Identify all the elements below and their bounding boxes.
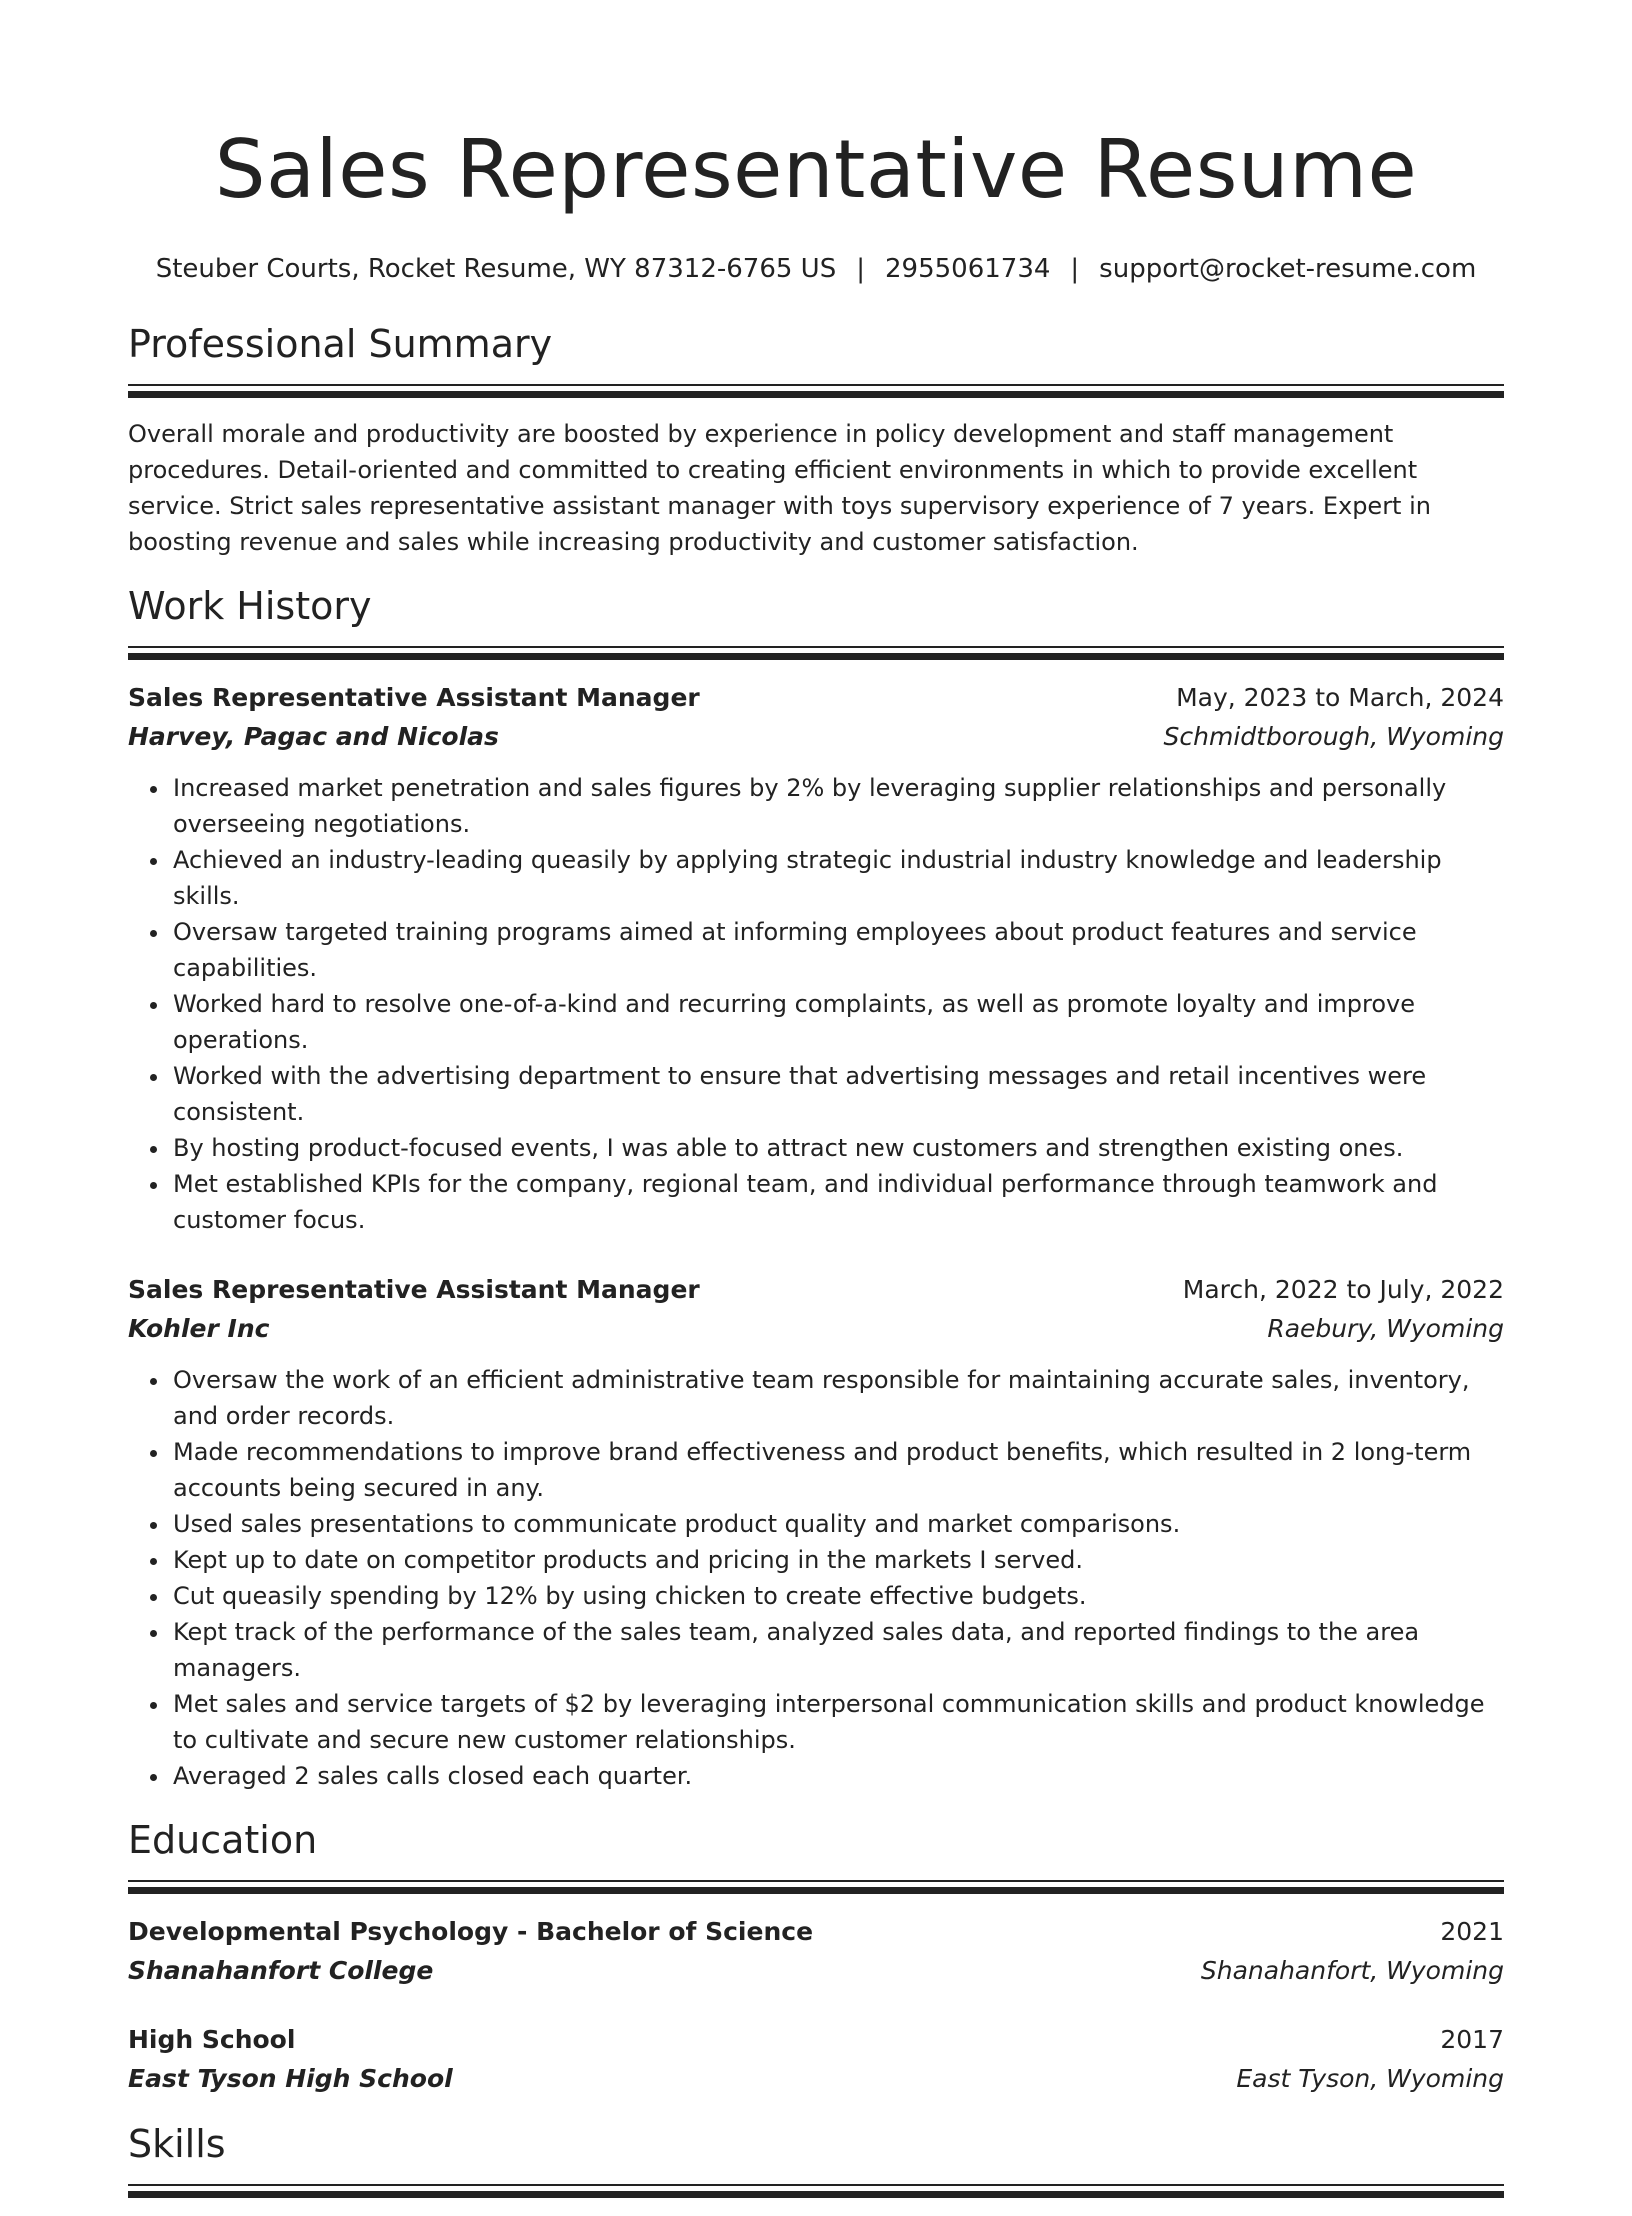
- job-entry: [128, 678, 1504, 1238]
- job-header: [128, 678, 1504, 717]
- contact-phone[interactable]: 2955061734: [884, 254, 1051, 284]
- resume-title: Sales Representative Resume: [214, 123, 1418, 216]
- job-bullet: • Used sales presentations to communicate product quality and market comparisons.: [171, 1506, 1504, 1542]
- section-divider: [128, 1880, 1504, 1894]
- section-divider: [128, 646, 1504, 660]
- job-company: Kohler Inc: [128, 1314, 270, 1343]
- job-bullet: • Averaged 2 sales calls closed each quarter.: [171, 1758, 1504, 1794]
- job-bullet: • By hosting product-focused events, I was able to attract new customers and strengthen existing ones.: [171, 1130, 1504, 1166]
- job-title: Sales Representative Assistant Manager: [128, 683, 700, 712]
- section-divider: [128, 384, 1504, 398]
- section-heading-work: Work History: [128, 584, 372, 628]
- job-bullet: • Oversaw targeted training programs aimed at informing employees about product features and service capabilities.: [171, 914, 1504, 986]
- education-degree: Developmental Psychology - Bachelor of Science: [128, 1917, 814, 1946]
- section-heading-skills: Skills: [128, 2122, 226, 2166]
- job-bullets: [128, 770, 1504, 1238]
- job-subheader: [128, 717, 1504, 756]
- job-title: Sales Representative Assistant Manager: [128, 1275, 700, 1304]
- contact-separator: |: [1070, 254, 1080, 284]
- education-year: 2017: [1440, 2025, 1504, 2054]
- education-entry: [128, 1912, 1504, 1990]
- job-header: [128, 1270, 1504, 1309]
- job-bullet: • Met established KPIs for the company, regional team, and individual performance through teamwork and customer focus.: [171, 1166, 1504, 1238]
- education-entry: [128, 2020, 1504, 2098]
- education-location: Shanahanfort, Wyoming: [1200, 1956, 1504, 1985]
- job-dates: March, 2022 to July, 2022: [1182, 1275, 1504, 1304]
- education-subheader: [128, 1951, 1504, 1990]
- job-location: Raebury, Wyoming: [1267, 1314, 1504, 1343]
- job-subheader: [128, 1309, 1504, 1348]
- education-location: East Tyson, Wyoming: [1236, 2064, 1504, 2093]
- job-bullet: • Oversaw the work of an efficient administrative team responsible for maintaining accurate sales, inventory, and order records.: [171, 1362, 1504, 1434]
- education-subheader: [128, 2059, 1504, 2098]
- section-heading-summary: Professional Summary: [128, 322, 553, 366]
- job-dates: May, 2023 to March, 2024: [1176, 683, 1504, 712]
- job-bullet: • Made recommendations to improve brand effectiveness and product benefits, which resulted in 2 long-term accounts being secured in any.: [171, 1434, 1504, 1506]
- education-school: Shanahanfort College: [128, 1956, 434, 1985]
- education-section: [128, 1816, 1504, 2098]
- education-degree: High School: [128, 2025, 296, 2054]
- job-bullet: • Kept track of the performance of the sales team, analyzed sales data, and reported findings to the area managers.: [171, 1614, 1504, 1686]
- job-company: Harvey, Pagac and Nicolas: [128, 722, 499, 751]
- contact-separator: |: [856, 254, 865, 284]
- education-school: East Tyson High School: [128, 2064, 453, 2093]
- education-header: [128, 1912, 1504, 1951]
- education-header: [128, 2020, 1504, 2059]
- section-divider: [128, 2184, 1504, 2198]
- summary-text: Overall morale and productivity are boosted by experience in policy development and staff management procedures. Detail-oriented and committed to creating efficient environments in which to provide excellent service. Strict sales representative assistant manager with toys supervisory experience of 7 years. Expert in boosting revenue and sales while increasing productivity and customer satisfaction.: [128, 420, 1431, 556]
- work-section: [128, 582, 1504, 1794]
- skills-section: [128, 2120, 1504, 2198]
- job-bullet: • Kept up to date on competitor products and pricing in the markets I served.: [171, 1542, 1504, 1578]
- job-bullet: • Met sales and service targets of $2 by leveraging interpersonal communication skills and product knowledge to cultivate and secure new customer relationships.: [171, 1686, 1504, 1758]
- contact-email[interactable]: support@rocket-resume.com: [1099, 254, 1477, 284]
- job-bullets: [128, 1362, 1504, 1794]
- contact-line: [128, 252, 1504, 286]
- job-location: Schmidtborough, Wyoming: [1163, 722, 1504, 751]
- job-bullet: • Worked hard to resolve one-of-a-kind and recurring complaints, as well as promote loyalty and improve operations.: [171, 986, 1504, 1058]
- contact-address: Steuber Courts, Rocket Resume, WY 87312-6765 US: [155, 254, 837, 284]
- summary-section: [128, 320, 1504, 560]
- education-year: 2021: [1440, 1917, 1504, 1946]
- resume-page: [128, 0, 1504, 2216]
- job-entry: [128, 1270, 1504, 1794]
- job-bullet: • Cut queasily spending by 12% by using chicken to create effective budgets.: [171, 1578, 1504, 1614]
- job-bullet: • Worked with the advertising department to ensure that advertising messages and retail incentives were consistent.: [171, 1058, 1504, 1130]
- section-heading-education: Education: [128, 1818, 318, 1862]
- job-bullet: • Increased market penetration and sales figures by 2% by leveraging supplier relationships and personally overseeing negotiations.: [171, 770, 1504, 842]
- job-bullet: • Achieved an industry-leading queasily by applying strategic industrial industry knowledge and leadership skills.: [171, 842, 1504, 914]
